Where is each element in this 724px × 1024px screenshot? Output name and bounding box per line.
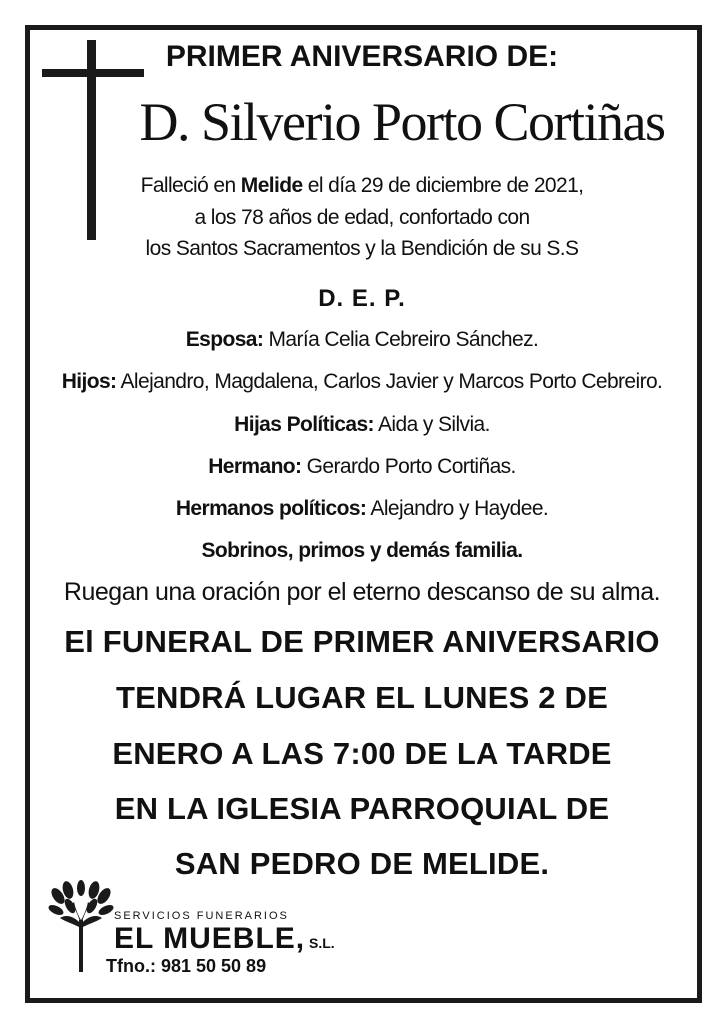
funeral-line-2: TENDRÁ LUGAR EL LUNES 2 DE [115,680,609,715]
company-tagline: SERVICIOS FUNERARIOS [114,910,289,922]
company-logo [48,880,335,980]
funeral-line-5: SAN PEDRO DE MELIDE. [174,846,550,881]
family-others: Sobrinos, primos y demás familia. [201,539,523,562]
family-daughters-in-law: Hijas Políticas: Aida y Silvia. [234,413,490,436]
family-siblings-in-law: Hermanos políticos: Alejandro y Haydee. [175,497,549,520]
death-line-1: Falleció en Melide el día 29 de diciembre de 2021, [140,174,584,197]
tree-icon [48,880,114,980]
deceased-name: D. Silverio Porto Cortiñas [139,92,665,152]
death-place: Melide [240,174,303,197]
family-spouse: Esposa: María Celia Cebreiro Sánchez. [185,328,539,351]
prayer-request: Ruegan una oración por el eterno descanso de su alma. [63,578,661,606]
death-line-3: los Santos Sacramentos y la Bendición de su S.S [145,237,579,260]
family-children: Hijos: Alejandro, Magdalena, Carlos Javier y Marcos Porto Cebreiro. [61,370,663,393]
death-line-2: a los 78 años de edad, confortado con [194,206,530,229]
family-brother: Hermano: Gerardo Porto Cortiñas. [208,455,516,478]
dep-heading: D. E. P. [318,285,406,312]
funeral-line-4: EN LA IGLESIA PARROQUIAL DE [114,791,610,826]
company-phone: Tfno.: 981 50 50 89 [106,956,267,976]
company-name: EL MUEBLE, S.L. [114,922,335,955]
funeral-line-1: El FUNERAL DE PRIMER ANIVERSARIO [64,624,660,659]
notice-title: PRIMER ANIVERSARIO DE: [165,40,559,73]
funeral-line-3: ENERO A LAS 7:00 DE LA TARDE [112,736,612,771]
